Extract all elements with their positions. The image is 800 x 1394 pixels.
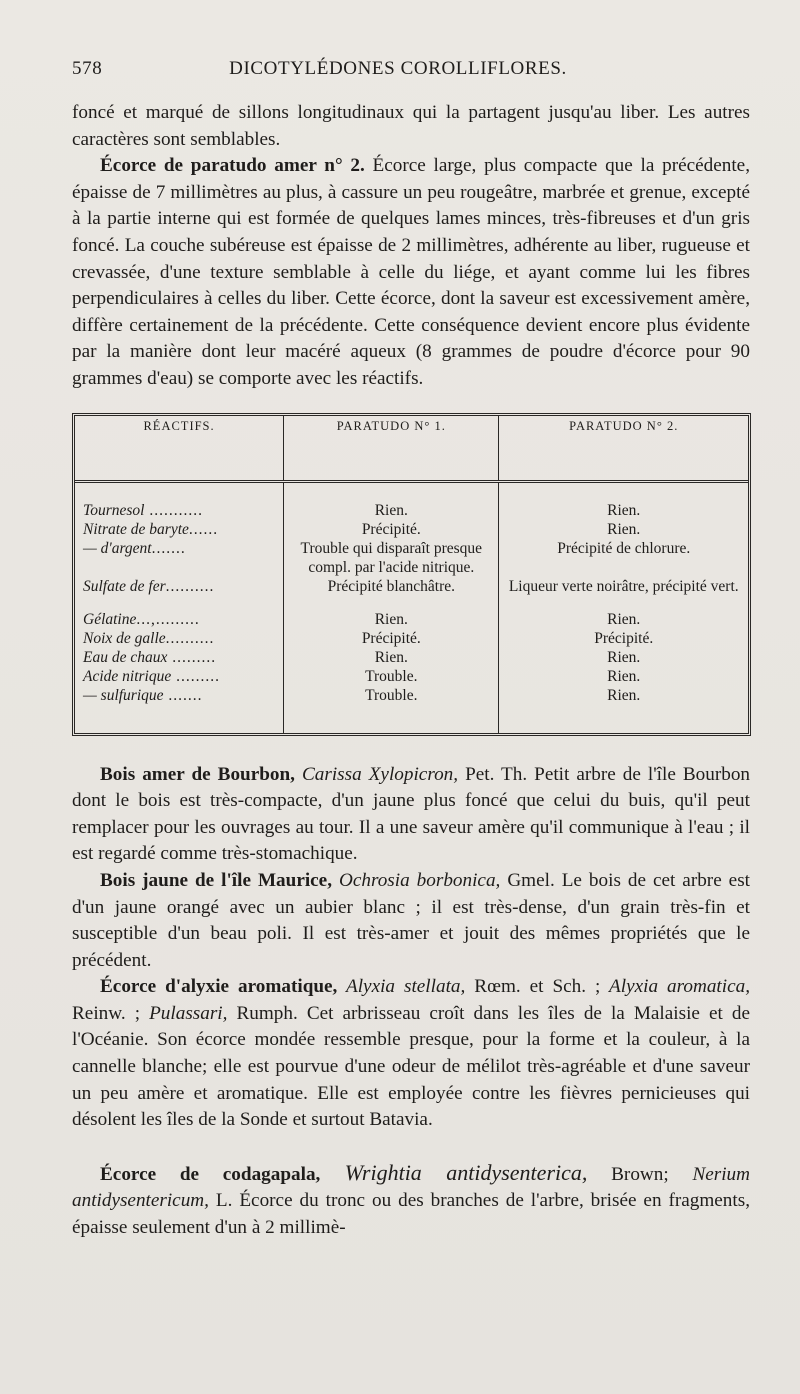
- paratudo-1-cell: Précipité.: [284, 629, 499, 648]
- paratudo-1-cell: Trouble.: [284, 667, 499, 686]
- entry-text: L. Écorce du tronc ou des branches de l'arbre, brisée en fragments, épaisse seulement d'un à 2 millimè-: [72, 1190, 750, 1239]
- leader-dots: .......: [151, 539, 186, 557]
- entry-text: Pet. Th. Petit arbre de l'île Bourbon dont le bois est très-compacte, d'un jaune plus foncé que celui du buis, qu'il peut remplacer pour les ouvrages au tour. Il a une saveur amère qu'il communique à l'eau ; il est regardé comme très-stomachique.: [72, 763, 751, 865]
- leader-dots: .......: [163, 686, 203, 704]
- paratudo-2-cell: Rien.: [607, 610, 641, 628]
- entry-bois-amer-bourbon: [72, 762, 750, 868]
- entry-text: Écorce large, plus compacte que la précédente, épaisse de 7 millimètres au plus, à cassure un peu rougeâtre, marbrée et grenue, excepté à la partie interne qui est formée de quelques lames minces, très-fibreuses et d'un gris foncé. La couche subéreuse est épaisse de 2 millimètres, adhérente au liber, rugueuse et crevassée, d'une texture semblable à celle du liége, et ayant comme lui les fibres perpendiculaires à celles du liber. Cette écorce, dont la saveur est excessivement amère, diffère certainement de la précédente. Cette conséquence devient encore plus évidente par la manière dont leur macéré aqueux (8 grammes de poudre d'écorce pour 90 grammes d'eau) se comporte avec les réactifs.: [72, 155, 750, 389]
- table-row: [75, 686, 748, 733]
- leader-dots: .........: [167, 648, 217, 666]
- paratudo-1-cell: Trouble qui disparaît presque compl. par l'acide nitrique.: [284, 539, 499, 577]
- table-row: [75, 577, 748, 596]
- paratudo-2-cell: Liqueur verte noirâtre, précipité vert.: [508, 577, 739, 595]
- entry-ecorce-codagapala: [72, 1160, 750, 1242]
- table-row: [75, 481, 748, 520]
- table-row: [75, 520, 748, 539]
- paratudo-2-cell: Précipité.: [594, 629, 654, 647]
- table-row: [75, 539, 748, 577]
- leader-dots: ...........: [144, 501, 203, 519]
- reagent-name: Nitrate de baryte: [83, 520, 189, 538]
- entry-latin: Wrightia antidysenterica,: [320, 1159, 588, 1185]
- entry-heading: Écorce d'alyxie aromatique,: [100, 976, 338, 998]
- reagent-name: Acide nitrique: [83, 667, 172, 685]
- reagent-name: Sulfate de fer: [83, 577, 166, 595]
- paratudo-1-cell: Rien.: [284, 596, 499, 629]
- paratudo-2-cell: Rien.: [607, 520, 641, 538]
- page-number: 578: [72, 58, 103, 79]
- entry-text: Rœm. et Sch. ;: [465, 976, 601, 998]
- entry-text: Reinw. ;: [72, 1002, 141, 1024]
- reagent-cell: [75, 481, 284, 520]
- entry-latin: Carissa Xylopicron,: [294, 763, 459, 785]
- entry-heading: Écorce de paratudo amer n° 2.: [100, 155, 365, 177]
- entry-text: Rumph. Cet arbrisseau croît dans les îles de la Malaisie et de l'Océanie. Son écorce mondée ressemble presque, pour la forme et la couleur, à la cannelle blanche; elle est pourvue d'une odeur de mélilot très-agréable et d'une saveur un peu amère et aromatique. Elle est employée contre les fièvres pernicieuses qui désolent les îles de la Sonde et surtout Batavia.: [72, 1002, 750, 1131]
- table-header-row: [75, 416, 748, 482]
- paragraph-continuation: foncé et marqué de sillons longitudinaux qui la partagent jusqu'au liber. Les autres caractères sont semblables.: [72, 102, 750, 150]
- reagent-cell: [75, 520, 284, 539]
- entry-heading: Bois jaune de l'île Maurice,: [100, 869, 333, 891]
- paratudo-2-cell: Rien.: [607, 501, 641, 519]
- table-row: [75, 596, 748, 629]
- paratudo-1-cell: Trouble.: [284, 686, 499, 733]
- reagent-cell: [75, 686, 284, 733]
- reagent-name: — d'argent: [83, 539, 152, 557]
- leader-dots: .........: [171, 667, 220, 685]
- reagent-name: Eau de chaux: [83, 648, 168, 666]
- paratudo-2-cell: Rien.: [607, 686, 641, 704]
- entry-heading: Bois amer de Bourbon,: [100, 763, 295, 785]
- entry-latin: Alyxia stellata,: [337, 976, 466, 998]
- reagent-cell: [75, 648, 284, 667]
- reagents-table: [72, 413, 751, 736]
- entry-latin: Pulassari,: [140, 1002, 228, 1024]
- header-paratudo-2: PARATUDO N° 2.: [499, 416, 748, 482]
- header-paratudo-1: PARATUDO N° 1.: [284, 416, 499, 482]
- running-head: [72, 58, 750, 80]
- reagent-cell: [75, 596, 284, 629]
- header-title: DICOTYLÉDONES COROLLIFLORES.: [229, 58, 567, 79]
- reagent-name: Gélatine: [83, 610, 137, 628]
- reagent-name: — sulfurique: [83, 686, 164, 704]
- reagent-name: Tournesol: [83, 501, 145, 519]
- paratudo-1-cell: Précipité blanchâtre.: [284, 577, 499, 596]
- entry-bois-jaune-maurice: [72, 868, 750, 974]
- reagent-name: Noix de galle: [83, 629, 166, 647]
- table-row: [75, 667, 748, 686]
- paratudo-1-cell: Précipité.: [284, 520, 499, 539]
- leader-dots: ...,.........: [136, 610, 200, 628]
- table-row: [75, 648, 748, 667]
- paratudo-2-cell: Précipité de chlorure.: [557, 539, 691, 557]
- paragraph-paratudo-2: [72, 153, 750, 392]
- leader-dots: ..........: [165, 629, 215, 647]
- entry-latin: Alyxia aromatica,: [600, 976, 750, 998]
- reagent-cell: [75, 577, 284, 596]
- paratudo-2-cell: Rien.: [607, 648, 641, 666]
- reagent-cell: [75, 667, 284, 686]
- table-row: [75, 629, 748, 648]
- entry-text: Gmel. Le bois de cet arbre est d'un jaune orangé avec un aubier blanc ; il est très-dense, d'un grain très-fin et susceptible d'un beau poli. Il est très-amer et jouit des mêmes propriétés que le précédent.: [72, 869, 750, 971]
- paratudo-1-cell: Rien.: [284, 648, 499, 667]
- entry-text: Brown;: [587, 1163, 669, 1185]
- entry-latin: Nerium antidysentericum,: [72, 1163, 751, 1212]
- paratudo-2-cell: Rien.: [607, 667, 641, 685]
- reagent-cell: [75, 629, 284, 648]
- entry-heading: Écorce de codagapala,: [100, 1163, 321, 1185]
- leader-dots: ..........: [165, 577, 215, 595]
- paratudo-1-cell: Rien.: [284, 481, 499, 520]
- leader-dots: ......: [188, 520, 219, 538]
- entry-latin: Ochrosia borbonica,: [332, 869, 501, 891]
- entry-ecorce-alyxie: [72, 974, 750, 1134]
- reagent-cell: [75, 539, 284, 577]
- header-reactifs: RÉACTIFS.: [75, 416, 284, 482]
